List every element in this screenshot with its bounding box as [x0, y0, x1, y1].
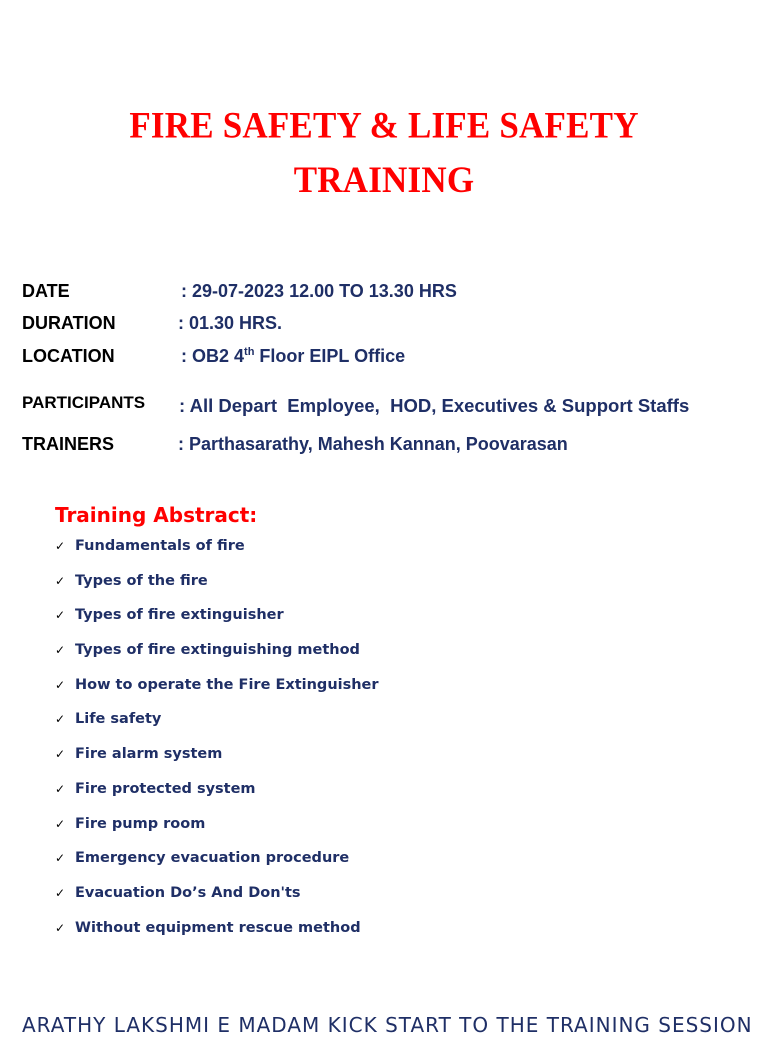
- location-label: LOCATION: [22, 346, 115, 366]
- checkmark-icon: ✓: [55, 747, 66, 762]
- duration-value: : 01.30 HRS.: [178, 313, 283, 333]
- checkmark-icon: ✓: [55, 677, 66, 692]
- page-title: [0, 98, 768, 207]
- list-item-text: Types of the fire: [75, 572, 208, 589]
- location-value-prefix: : OB2 4: [181, 346, 245, 366]
- checkmark-icon: ✓: [55, 712, 66, 727]
- list-item-text: Emergency evacuation procedure: [75, 850, 350, 867]
- list-item-text: Evacuation Do’s And Don'ts: [75, 884, 301, 901]
- list-item-text: Fire pump room: [75, 815, 206, 832]
- list-item-text: Types of fire extinguishing method: [75, 642, 360, 659]
- checkmark-icon: ✓: [55, 885, 66, 900]
- trainers-label: TRAINERS: [22, 434, 115, 454]
- checkmark-icon: ✓: [55, 539, 66, 553]
- checkmark-icon: ✓: [55, 643, 66, 658]
- checkmark-icon: ✓: [55, 851, 66, 866]
- list-item-text: How to operate the Fire Extinguisher: [75, 676, 379, 693]
- location-value-suffix: Floor EIPL Office: [254, 346, 406, 366]
- location-value: [181, 346, 405, 367]
- list-item-text: Fire protected system: [75, 780, 256, 797]
- list-item-text: Fire alarm system: [75, 746, 223, 763]
- list-item-text: Life safety: [75, 711, 162, 728]
- location-value-sup: th: [244, 346, 255, 358]
- participants-value: : All Depart Employee, HOD, Executives & Support Staffs: [179, 395, 690, 416]
- list-item-text: Types of fire extinguisher: [75, 607, 284, 624]
- participants-label: PARTICIPANTS: [22, 393, 146, 412]
- date-value: : 29-07-2023 12.00 TO 13.30 HRS: [181, 281, 457, 301]
- training-abstract-heading: Training Abstract:: [55, 503, 258, 527]
- list-item-text: Without equipment rescue method: [75, 919, 361, 936]
- checkmark-icon: ✓: [55, 608, 66, 623]
- trainers-value: : Parthasarathy, Mahesh Kannan, Poovarasan: [178, 434, 568, 454]
- list-item-text: Fundamentals of fire: [75, 538, 245, 554]
- duration-label: DURATION: [22, 313, 116, 333]
- title-line-1: FIRE SAFETY & LIFE SAFETY: [129, 104, 639, 146]
- checkmark-icon: ✓: [55, 920, 66, 935]
- checkmark-icon: ✓: [55, 573, 66, 588]
- checkmark-icon: ✓: [55, 816, 66, 831]
- checkmark-icon: ✓: [55, 781, 66, 796]
- title-line-2: TRAINING: [293, 159, 475, 201]
- date-label: DATE: [22, 281, 70, 301]
- footer-caption: ARATHY LAKSHMI E MADAM KICK START TO THE TRAINING SESSION: [22, 1013, 753, 1037]
